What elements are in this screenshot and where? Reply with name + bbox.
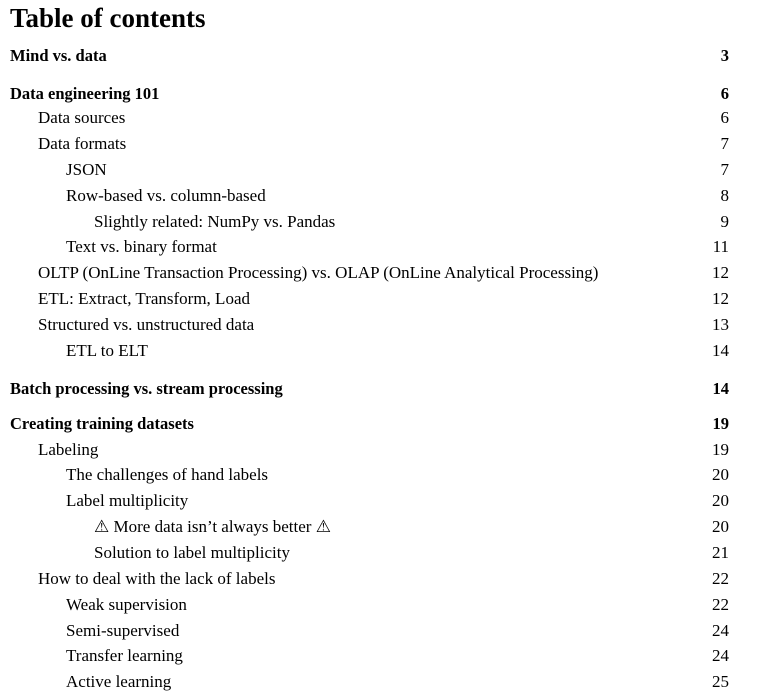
toc-entry-page: 11 bbox=[712, 237, 729, 256]
toc-entry-page: 19 bbox=[712, 414, 729, 433]
toc-entry-label: ETL to ELT bbox=[66, 341, 148, 360]
toc-entry-label: Solution to label multiplicity bbox=[94, 543, 290, 562]
toc-entry-label: Data sources bbox=[38, 108, 126, 127]
toc-entry-page: 3 bbox=[720, 46, 729, 65]
toc-entry-label: Row-based vs. column-based bbox=[66, 186, 266, 205]
toc-entry-page: 12 bbox=[712, 263, 729, 282]
toc-entry-etl[interactable] bbox=[0, 288, 757, 310]
toc-entry-page: 14 bbox=[712, 341, 729, 360]
toc-entry-label: Slightly related: NumPy vs. Pandas bbox=[94, 212, 336, 231]
toc-entry-page: 13 bbox=[712, 315, 729, 334]
toc-entry-creating-training-datasets[interactable] bbox=[0, 413, 757, 435]
toc-entry-numpy-vs-pandas[interactable] bbox=[0, 211, 757, 233]
toc-entry-page: 21 bbox=[712, 543, 729, 562]
toc-entry-json[interactable] bbox=[0, 159, 757, 181]
toc-entry-transfer-learning[interactable] bbox=[0, 645, 757, 667]
toc-entry-label: Active learning bbox=[66, 672, 172, 691]
toc-entry-label: Mind vs. data bbox=[10, 46, 107, 65]
toc-entry-label: OLTP (OnLine Transaction Processing) vs. OLAP (OnLine Analytical Processing) bbox=[38, 263, 599, 282]
toc-entry-page: 9 bbox=[720, 212, 729, 231]
toc-entry-label: Structured vs. unstructured data bbox=[38, 315, 255, 334]
toc-entry-page: 19 bbox=[712, 440, 729, 459]
toc-entry-label: ⚠ More data isn’t always better ⚠ bbox=[94, 517, 331, 536]
toc-entry-page: 8 bbox=[720, 186, 729, 205]
toc-entry-solution-label-multiplicity[interactable] bbox=[0, 542, 757, 564]
toc-entry-row-vs-column[interactable] bbox=[0, 185, 757, 207]
toc-entry-labeling[interactable] bbox=[0, 439, 757, 461]
toc-entry-weak-supervision[interactable] bbox=[0, 594, 757, 616]
toc-entry-mind-vs-data[interactable] bbox=[0, 45, 757, 67]
toc-entry-more-data-not-always-better[interactable] bbox=[0, 516, 757, 538]
toc-entry-label: Data engineering 101 bbox=[10, 84, 160, 103]
toc-entry-challenges-hand-labels[interactable] bbox=[0, 464, 757, 486]
toc-entry-label-multiplicity[interactable] bbox=[0, 490, 757, 512]
toc-entry-page: 22 bbox=[712, 569, 729, 588]
toc-entry-label: Labeling bbox=[38, 440, 99, 459]
toc-entry-page: 25 bbox=[712, 672, 729, 691]
page-title: Table of contents bbox=[10, 3, 206, 33]
toc-entry-lack-of-labels[interactable] bbox=[0, 568, 757, 590]
toc-entry-label: Label multiplicity bbox=[66, 491, 189, 510]
toc-entry-label: Transfer learning bbox=[66, 646, 183, 665]
toc-entry-text-vs-binary[interactable] bbox=[0, 236, 757, 258]
toc-entry-page: 22 bbox=[712, 595, 729, 614]
toc-entry-data-sources[interactable] bbox=[0, 107, 757, 129]
toc-entry-page: 7 bbox=[720, 160, 729, 179]
toc-entry-page: 14 bbox=[712, 379, 729, 398]
toc-entry-page: 24 bbox=[712, 646, 729, 665]
toc-entry-structured-vs-unstructured[interactable] bbox=[0, 314, 757, 336]
toc-entry-label: Semi-supervised bbox=[66, 621, 180, 640]
toc-entry-page: 24 bbox=[712, 621, 729, 640]
toc-entry-page: 6 bbox=[720, 108, 729, 127]
toc-entry-label: Data formats bbox=[38, 134, 127, 153]
toc-entry-page: 7 bbox=[720, 134, 729, 153]
toc-entry-page: 20 bbox=[712, 491, 729, 510]
toc-entry-active-learning[interactable] bbox=[0, 671, 757, 693]
toc-entry-batch-vs-stream[interactable] bbox=[0, 378, 757, 400]
toc-entry-etl-to-elt[interactable] bbox=[0, 340, 757, 362]
toc-entry-data-engineering-101[interactable] bbox=[0, 83, 757, 105]
toc-entry-label: Text vs. binary format bbox=[66, 237, 217, 256]
toc-entry-label: JSON bbox=[66, 160, 107, 179]
toc-entry-label: The challenges of hand labels bbox=[66, 465, 269, 484]
toc-entry-label: Batch processing vs. stream processing bbox=[10, 379, 283, 398]
toc-entry-page: 6 bbox=[720, 84, 729, 103]
toc-entry-page: 12 bbox=[712, 289, 729, 308]
toc-entry-page: 20 bbox=[712, 517, 729, 536]
toc-entry-data-formats[interactable] bbox=[0, 133, 757, 155]
toc-entry-oltp-vs-olap[interactable] bbox=[0, 262, 757, 284]
toc-entry-label: Creating training datasets bbox=[10, 414, 194, 433]
toc-entry-label: How to deal with the lack of labels bbox=[38, 569, 276, 588]
toc-entry-label: ETL: Extract, Transform, Load bbox=[38, 289, 250, 308]
toc-entry-page: 20 bbox=[712, 465, 729, 484]
toc-entry-semi-supervised[interactable] bbox=[0, 620, 757, 642]
toc-entry-label: Weak supervision bbox=[66, 595, 187, 614]
